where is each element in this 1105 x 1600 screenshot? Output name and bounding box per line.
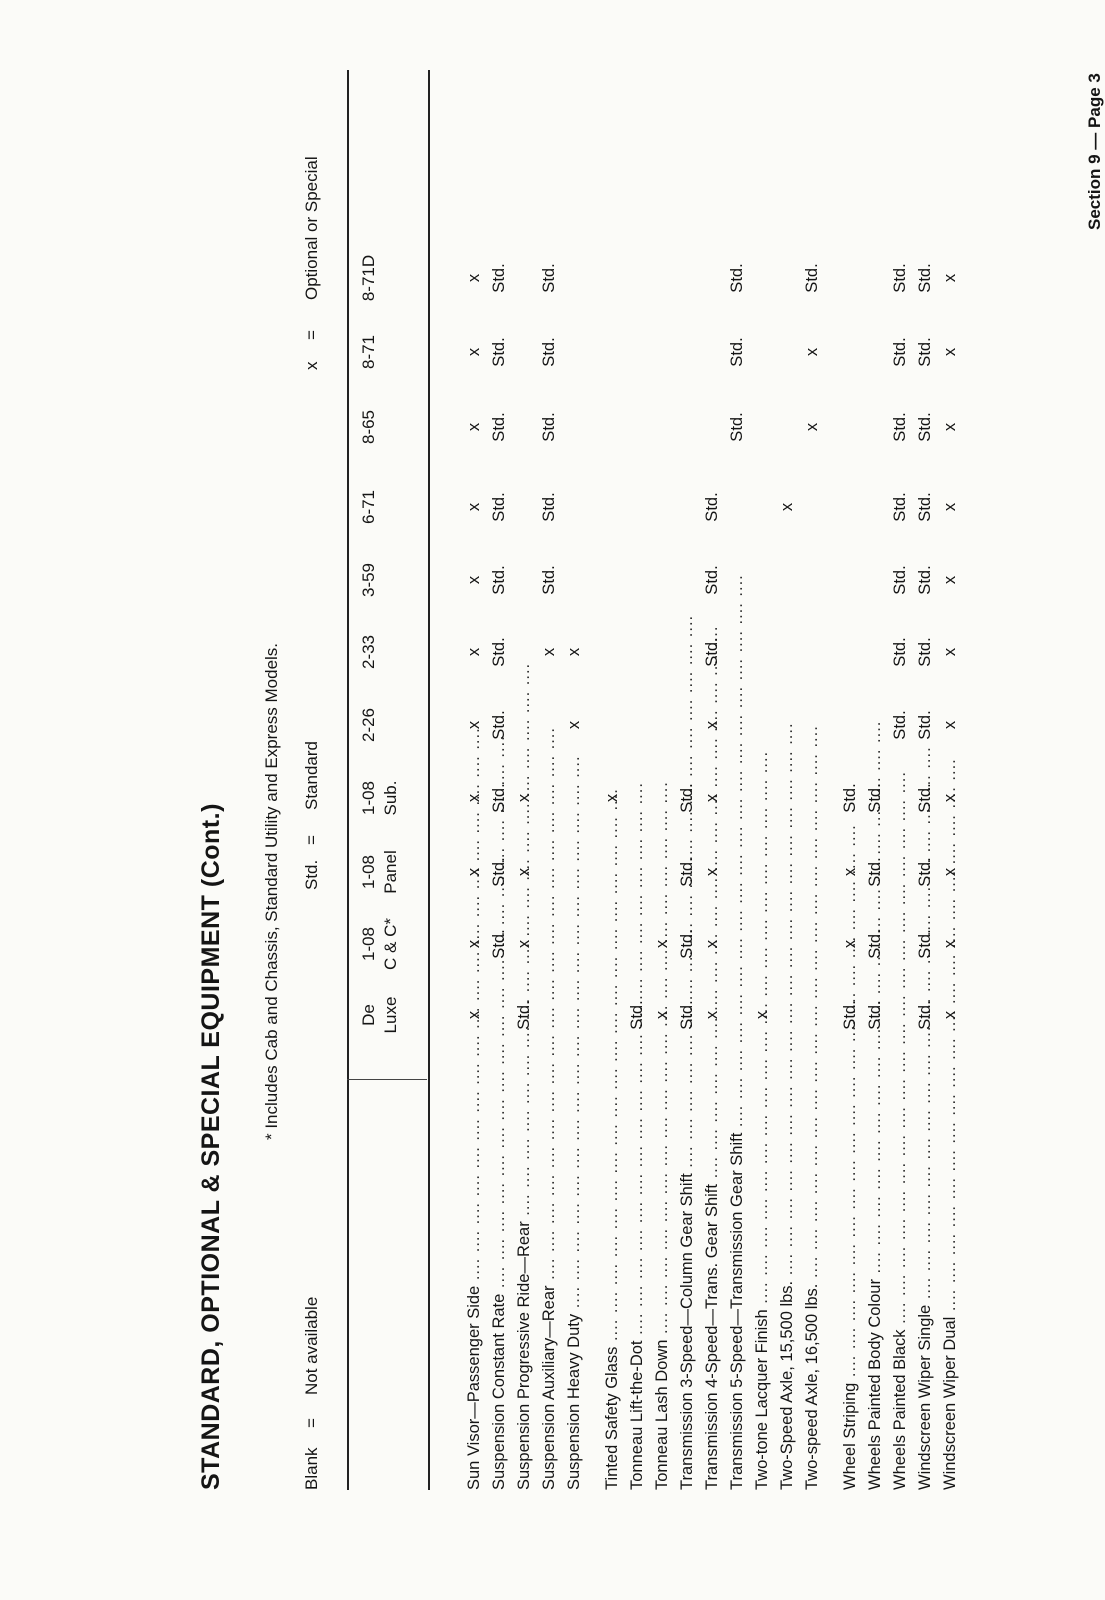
table-cell: Std. <box>803 263 821 293</box>
table-row <box>775 70 799 1490</box>
table-cell: Std. <box>540 337 558 367</box>
column-header <box>358 617 380 687</box>
column-header <box>358 545 380 615</box>
table-cell: Std. <box>490 565 508 595</box>
table-cell: x <box>465 347 483 357</box>
table-cell: Std. <box>728 263 746 293</box>
table-cell: Std. <box>628 1000 646 1030</box>
table-cell: Std. <box>916 263 934 293</box>
table-cell: Std. <box>891 710 909 740</box>
column-header-line1: 2-26 <box>359 707 378 743</box>
table-row <box>625 70 649 1490</box>
table-cell: Std. <box>540 565 558 595</box>
row-label: Suspension Progressive Ride—Rear .... <box>512 1095 536 1490</box>
table-cell: Std. <box>891 565 909 595</box>
table-cell: Std. <box>678 783 696 813</box>
column-header <box>358 690 380 760</box>
column-header-line1: 3-59 <box>359 562 378 598</box>
row-label: Two-speed Axle, 16,500 lbs. .... <box>800 1095 824 1490</box>
table-cell: Std. <box>916 857 934 887</box>
table-row <box>838 70 862 1490</box>
table-cell: Std. <box>916 492 934 522</box>
column-header-line1: 1-08 <box>359 780 378 816</box>
legend <box>302 70 328 1490</box>
column-header <box>358 317 380 387</box>
table-cell: x <box>703 1010 721 1020</box>
table-cell: Std. <box>891 337 909 367</box>
table-cell: Std. <box>515 1000 533 1030</box>
table-row <box>537 70 561 1490</box>
table-top-rule <box>347 70 349 1490</box>
table-cell: Std. <box>490 637 508 667</box>
table-cell: x <box>653 1010 671 1020</box>
table-cell: Std. <box>866 929 884 959</box>
table-cell: Std. <box>866 857 884 887</box>
row-label: Tonneau Lift-the-Dot .... <box>625 1095 649 1490</box>
table-cell: x <box>941 273 959 283</box>
table-cell: x <box>465 647 483 657</box>
table-cell: x <box>565 647 583 657</box>
table-cell: x <box>465 720 483 730</box>
table-cell: Std. <box>916 565 934 595</box>
column-header-line1: 8-71D <box>359 254 378 302</box>
table-cell: Std. <box>891 263 909 293</box>
column-header <box>358 980 402 1050</box>
table-cell: Std. <box>891 412 909 442</box>
table-cell: x <box>465 575 483 585</box>
table-cell: x <box>465 273 483 283</box>
table-row <box>462 70 486 1490</box>
table-cell: x <box>941 347 959 357</box>
table-cell: Std. <box>891 637 909 667</box>
table-cell: Std. <box>916 337 934 367</box>
column-header <box>358 243 380 313</box>
table-row <box>562 70 586 1490</box>
row-label: Transmission 4-Speed—Trans. Gear Shift .... <box>700 1095 724 1490</box>
row-label: Wheels Painted Black .... <box>888 1095 912 1490</box>
table-cell: x <box>465 939 483 949</box>
table-row <box>600 70 624 1490</box>
table-cell: Std. <box>916 412 934 442</box>
table-cell: x <box>465 422 483 432</box>
row-label: Sun Visor—Passenger Side .... <box>462 1095 486 1490</box>
table-cell: Std. <box>866 783 884 813</box>
rotated-page <box>170 40 1104 1520</box>
legend-blank-key: Blank <box>302 1447 321 1490</box>
page-footer: Section 9 — Page 3 <box>1085 73 1104 230</box>
table-cell: Std. <box>728 412 746 442</box>
column-header <box>358 909 402 979</box>
table-cell: x <box>653 939 671 949</box>
table-cell: Std. <box>841 1000 859 1030</box>
table-row <box>700 70 724 1490</box>
table-cell: x <box>465 793 483 803</box>
table-row <box>650 70 674 1490</box>
row-label: Tinted Safety Glass .... <box>600 1095 624 1490</box>
table-cell: Std. <box>678 857 696 887</box>
column-header <box>358 837 402 907</box>
legend-equals: = <box>302 835 321 845</box>
table-cell: x <box>941 1010 959 1020</box>
table-cell: x <box>941 720 959 730</box>
row-label: Windscreen Wiper Dual .... <box>938 1095 962 1490</box>
column-header <box>358 392 380 462</box>
table-cell: x <box>803 347 821 357</box>
table-cell: x <box>603 793 621 803</box>
table-cell: x <box>941 422 959 432</box>
table-cell: x <box>941 647 959 657</box>
table-cell: x <box>941 575 959 585</box>
table-row <box>725 70 749 1490</box>
table-row <box>938 70 962 1490</box>
table-cell: x <box>841 867 859 877</box>
table-cell: Std. <box>490 492 508 522</box>
table-cell: x <box>941 502 959 512</box>
row-label: Transmission 3-Speed—Column Gear Shift .... <box>675 1095 699 1490</box>
column-header-line2: C & C* <box>381 918 400 970</box>
table-cell: Std. <box>703 637 721 667</box>
table-cell: x <box>703 793 721 803</box>
table-row <box>750 70 774 1490</box>
table-cell: Std. <box>841 783 859 813</box>
column-header-line1: 1-08 <box>359 926 378 962</box>
table-row <box>675 70 699 1490</box>
table-cell: x <box>515 793 533 803</box>
table-cell: x <box>515 867 533 877</box>
header-column-separator <box>347 1079 427 1080</box>
table-row <box>913 70 937 1490</box>
legend-x-meaning: Optional or Special <box>302 156 321 300</box>
table-cell: Std. <box>678 1000 696 1030</box>
table-row <box>888 70 912 1490</box>
table-cell: x <box>941 793 959 803</box>
row-label: Suspension Heavy Duty .... <box>562 1095 586 1490</box>
table-cell: Std. <box>490 929 508 959</box>
table-cell: Std. <box>916 710 934 740</box>
table-cell: Std. <box>916 637 934 667</box>
table-cell: x <box>753 1010 771 1020</box>
row-label: Tonneau Lash Down .... <box>650 1095 674 1490</box>
table-cell: Std. <box>916 1000 934 1030</box>
table-cell: Std. <box>540 263 558 293</box>
row-label: Wheels Painted Body Colour .... <box>863 1095 887 1490</box>
row-label: Suspension Constant Rate .... <box>487 1095 511 1490</box>
table-cell: x <box>703 867 721 877</box>
table-cell: Std. <box>490 783 508 813</box>
row-label: Suspension Auxiliary—Rear .... <box>537 1095 561 1490</box>
table-cell: Std. <box>703 492 721 522</box>
table-header-rule <box>428 70 430 1490</box>
table-cell: Std. <box>703 565 721 595</box>
column-header-line1: 1-08 <box>359 854 378 890</box>
table-cell: x <box>703 939 721 949</box>
column-header <box>358 763 402 833</box>
table-cell: Std. <box>490 412 508 442</box>
column-header-line1: 6-71 <box>359 489 378 525</box>
table-cell: x <box>778 502 796 512</box>
table-cell: Std. <box>490 857 508 887</box>
table-cell: Std. <box>540 492 558 522</box>
row-label: Wheel Striping .... <box>838 1095 862 1490</box>
table-cell: x <box>841 939 859 949</box>
table-cell: x <box>941 939 959 949</box>
row-label: Two-tone Lacquer Finish .... <box>750 1095 774 1490</box>
row-label: Two-Speed Axle, 15,500 lbs. .... <box>775 1095 799 1490</box>
table-row <box>863 70 887 1490</box>
column-header-line2: Sub. <box>381 780 400 816</box>
table-row <box>487 70 511 1490</box>
legend-std-key: Std. <box>302 859 321 890</box>
table-cell: Std. <box>916 929 934 959</box>
column-header-line1: 2-33 <box>359 634 378 670</box>
table-cell: Std. <box>728 337 746 367</box>
column-header-line2: Luxe <box>381 996 400 1034</box>
table-cell: Std. <box>678 929 696 959</box>
legend-equals: = <box>302 330 321 340</box>
table-cell: x <box>515 939 533 949</box>
row-label: Windscreen Wiper Single .... <box>913 1095 937 1490</box>
table-row <box>800 70 824 1490</box>
table-cell: x <box>540 647 558 657</box>
table-cell: Std. <box>490 263 508 293</box>
table-cell: x <box>941 867 959 877</box>
page-title: STANDARD, OPTIONAL & SPECIAL EQUIPMENT (Cont.) <box>197 803 225 1490</box>
column-header-line2: Panel <box>381 850 400 894</box>
column-header-line1: De <box>359 1004 378 1026</box>
table-cell: x <box>465 502 483 512</box>
legend-blank-meaning: Not available <box>302 1296 321 1395</box>
table-cell: x <box>465 867 483 877</box>
table-row <box>512 70 536 1490</box>
table-cell: x <box>465 1010 483 1020</box>
column-header-line1: 8-65 <box>359 409 378 445</box>
table-cell: Std. <box>891 492 909 522</box>
row-label: Transmission 5-Speed—Transmission Gear Shift .... <box>725 1095 749 1490</box>
table-cell: x <box>803 422 821 432</box>
table-cell: Std. <box>866 1000 884 1030</box>
legend-x-key: x <box>302 361 321 370</box>
table-cell: x <box>565 720 583 730</box>
table-cell: Std. <box>540 412 558 442</box>
table-cell: Std. <box>490 337 508 367</box>
legend-equals: = <box>302 1418 321 1428</box>
table-cell: Std. <box>490 710 508 740</box>
table-cell: Std. <box>916 783 934 813</box>
column-header-line1: 8-71 <box>359 334 378 370</box>
legend-std-meaning: Standard <box>302 741 321 810</box>
footnote: * Includes Cab and Chassis, Standard Utility and Express Models. <box>262 642 281 1140</box>
column-header <box>358 472 380 542</box>
table-cell: x <box>703 720 721 730</box>
